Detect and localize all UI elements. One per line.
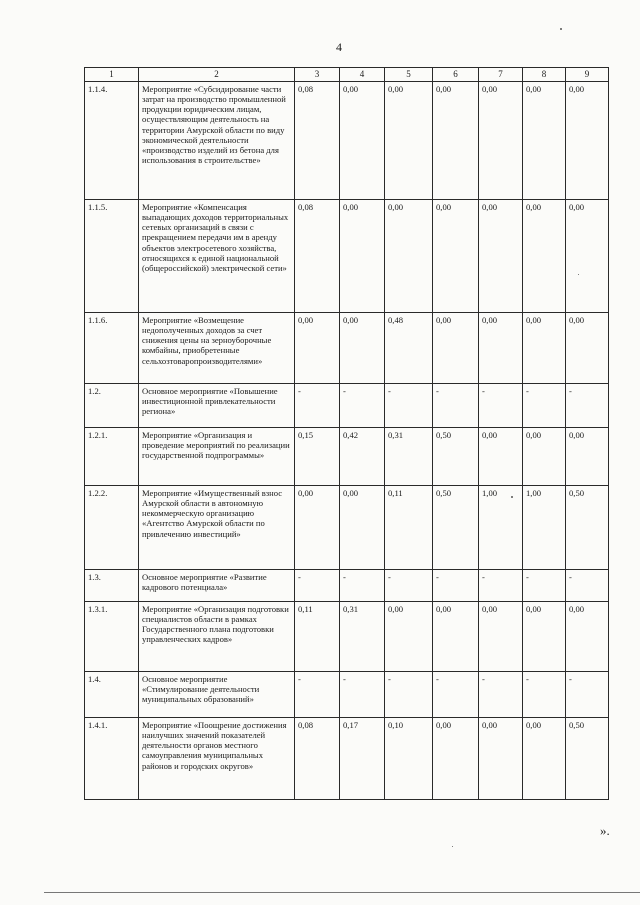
column-header: 4 <box>340 68 385 82</box>
value-cell: 0,00 <box>479 602 523 672</box>
value-cell: 0,11 <box>385 486 433 570</box>
value-cell: - <box>385 384 433 428</box>
value-cell: 0,00 <box>295 313 340 384</box>
value-cell: 0,17 <box>340 718 385 800</box>
value-cell: - <box>295 570 340 602</box>
row-code: 1.4. <box>85 672 139 718</box>
row-code: 1.4.1. <box>85 718 139 800</box>
value-cell: 0,15 <box>295 428 340 486</box>
closing-mark: ». <box>600 823 610 838</box>
value-cell: 0,00 <box>385 82 433 200</box>
value-cell: 1,00 <box>523 486 566 570</box>
value-cell: 0,11 <box>295 602 340 672</box>
value-cell: 0,00 <box>433 200 479 313</box>
value-cell: 0,00 <box>295 486 340 570</box>
value-cell: - <box>566 570 609 602</box>
value-cell: - <box>523 384 566 428</box>
table-row <box>85 486 609 570</box>
value-cell: 0,00 <box>385 602 433 672</box>
value-cell: - <box>523 570 566 602</box>
row-name: Основное мероприятие «Повышение инвестиционной привлекательности региона» <box>139 384 295 428</box>
scan-speck <box>511 496 513 498</box>
table-row <box>85 200 609 313</box>
row-name: Мероприятие «Компенсация выпадающих доходов территориальных сетевых организаций в связи с прекращением передачи им в аренду объектов электросетевого хозяйства, относящихся к единой национальной (общероссийской) электрической сети» <box>139 200 295 313</box>
value-cell: 0,31 <box>340 602 385 672</box>
value-cell: - <box>479 672 523 718</box>
value-cell: - <box>566 672 609 718</box>
value-cell: - <box>479 384 523 428</box>
value-cell: 0,00 <box>433 718 479 800</box>
row-name: Основное мероприятие «Развитие кадрового потенциала» <box>139 570 295 602</box>
value-cell: 0,00 <box>340 82 385 200</box>
column-header: 8 <box>523 68 566 82</box>
row-name: Мероприятие «Субсидирование части затрат на производство промышленной продукции юридическим лицам, осуществляющим деятельность на территории Амурской области по виду экономической деятельности «производство изделий из бетона для использования в строительстве» <box>139 82 295 200</box>
value-cell: 0,00 <box>523 313 566 384</box>
column-header: 7 <box>479 68 523 82</box>
row-code: 1.1.5. <box>85 200 139 313</box>
value-cell: 0,50 <box>566 486 609 570</box>
value-cell: 1,00 <box>479 486 523 570</box>
value-cell: 0,50 <box>433 428 479 486</box>
value-cell: 0,00 <box>340 486 385 570</box>
row-name: Мероприятие «Имущественный взнос Амурской области в автономную некоммерческую организацию «Агентство Амурской области по привлечению инвестиций» <box>139 486 295 570</box>
value-cell: 0,00 <box>479 200 523 313</box>
value-cell: 0,08 <box>295 200 340 313</box>
value-cell: 0,00 <box>479 428 523 486</box>
table-row <box>85 602 609 672</box>
value-cell: 0,50 <box>433 486 479 570</box>
value-cell: - <box>385 570 433 602</box>
value-cell: 0,08 <box>295 718 340 800</box>
column-header: 1 <box>85 68 139 82</box>
row-name: Мероприятие «Организация подготовки специалистов области в рамках Государственного плана подготовки управленческих кадров» <box>139 602 295 672</box>
measures-table <box>84 67 609 800</box>
scan-speck <box>560 28 562 30</box>
table-row <box>85 82 609 200</box>
table-row <box>85 672 609 718</box>
value-cell: - <box>340 384 385 428</box>
row-name: Мероприятие «Организация и проведение мероприятий по реализации государственной подпрограммы» <box>139 428 295 486</box>
value-cell: 0,31 <box>385 428 433 486</box>
value-cell: 0,00 <box>566 82 609 200</box>
scan-edge-line <box>44 892 640 893</box>
row-code: 1.2.1. <box>85 428 139 486</box>
table-row <box>85 718 609 800</box>
value-cell: - <box>523 672 566 718</box>
row-code: 1.3. <box>85 570 139 602</box>
value-cell: 0,00 <box>523 82 566 200</box>
scan-speck <box>452 846 453 847</box>
value-cell: 0,42 <box>340 428 385 486</box>
row-name: Мероприятие «Возмещение недополученных доходов за счет снижения цены на зерноуборочные комбайны, приобретенные сельхозтоваропроизводителями» <box>139 313 295 384</box>
value-cell: - <box>433 672 479 718</box>
value-cell: 0,00 <box>433 602 479 672</box>
value-cell: 0,00 <box>433 82 479 200</box>
value-cell: - <box>295 672 340 718</box>
value-cell: 0,00 <box>566 313 609 384</box>
value-cell: - <box>433 384 479 428</box>
scan-speck <box>578 274 579 275</box>
value-cell: - <box>566 384 609 428</box>
table-row <box>85 428 609 486</box>
column-header: 2 <box>139 68 295 82</box>
value-cell: 0,10 <box>385 718 433 800</box>
row-name: Основное мероприятие «Стимулирование деятельности муниципальных образований» <box>139 672 295 718</box>
table-row <box>85 313 609 384</box>
value-cell: 0,50 <box>566 718 609 800</box>
row-code: 1.2. <box>85 384 139 428</box>
header-row <box>85 68 609 82</box>
value-cell: 0,00 <box>340 313 385 384</box>
value-cell: 0,00 <box>479 82 523 200</box>
value-cell: 0,00 <box>340 200 385 313</box>
page-number: 4 <box>336 40 342 54</box>
value-cell: - <box>340 672 385 718</box>
column-header: 5 <box>385 68 433 82</box>
column-header: 3 <box>295 68 340 82</box>
column-header: 6 <box>433 68 479 82</box>
value-cell: - <box>340 570 385 602</box>
value-cell: - <box>295 384 340 428</box>
row-code: 1.1.6. <box>85 313 139 384</box>
value-cell: 0,00 <box>566 200 609 313</box>
value-cell: 0,00 <box>566 602 609 672</box>
column-header: 9 <box>566 68 609 82</box>
row-code: 1.2.2. <box>85 486 139 570</box>
table-row <box>85 384 609 428</box>
row-code: 1.3.1. <box>85 602 139 672</box>
value-cell: 0,00 <box>523 428 566 486</box>
table-row <box>85 570 609 602</box>
value-cell: - <box>385 672 433 718</box>
value-cell: 0,08 <box>295 82 340 200</box>
row-code: 1.1.4. <box>85 82 139 200</box>
value-cell: 0,00 <box>566 428 609 486</box>
value-cell: 0,00 <box>523 200 566 313</box>
value-cell: 0,48 <box>385 313 433 384</box>
value-cell: - <box>479 570 523 602</box>
row-name: Мероприятие «Поощрение достижения наилучших значений показателей деятельности органов местного самоуправления муниципальных районов и городских округов» <box>139 718 295 800</box>
value-cell: - <box>433 570 479 602</box>
value-cell: 0,00 <box>385 200 433 313</box>
value-cell: 0,00 <box>523 602 566 672</box>
value-cell: 0,00 <box>523 718 566 800</box>
value-cell: 0,00 <box>479 313 523 384</box>
value-cell: 0,00 <box>433 313 479 384</box>
value-cell: 0,00 <box>479 718 523 800</box>
